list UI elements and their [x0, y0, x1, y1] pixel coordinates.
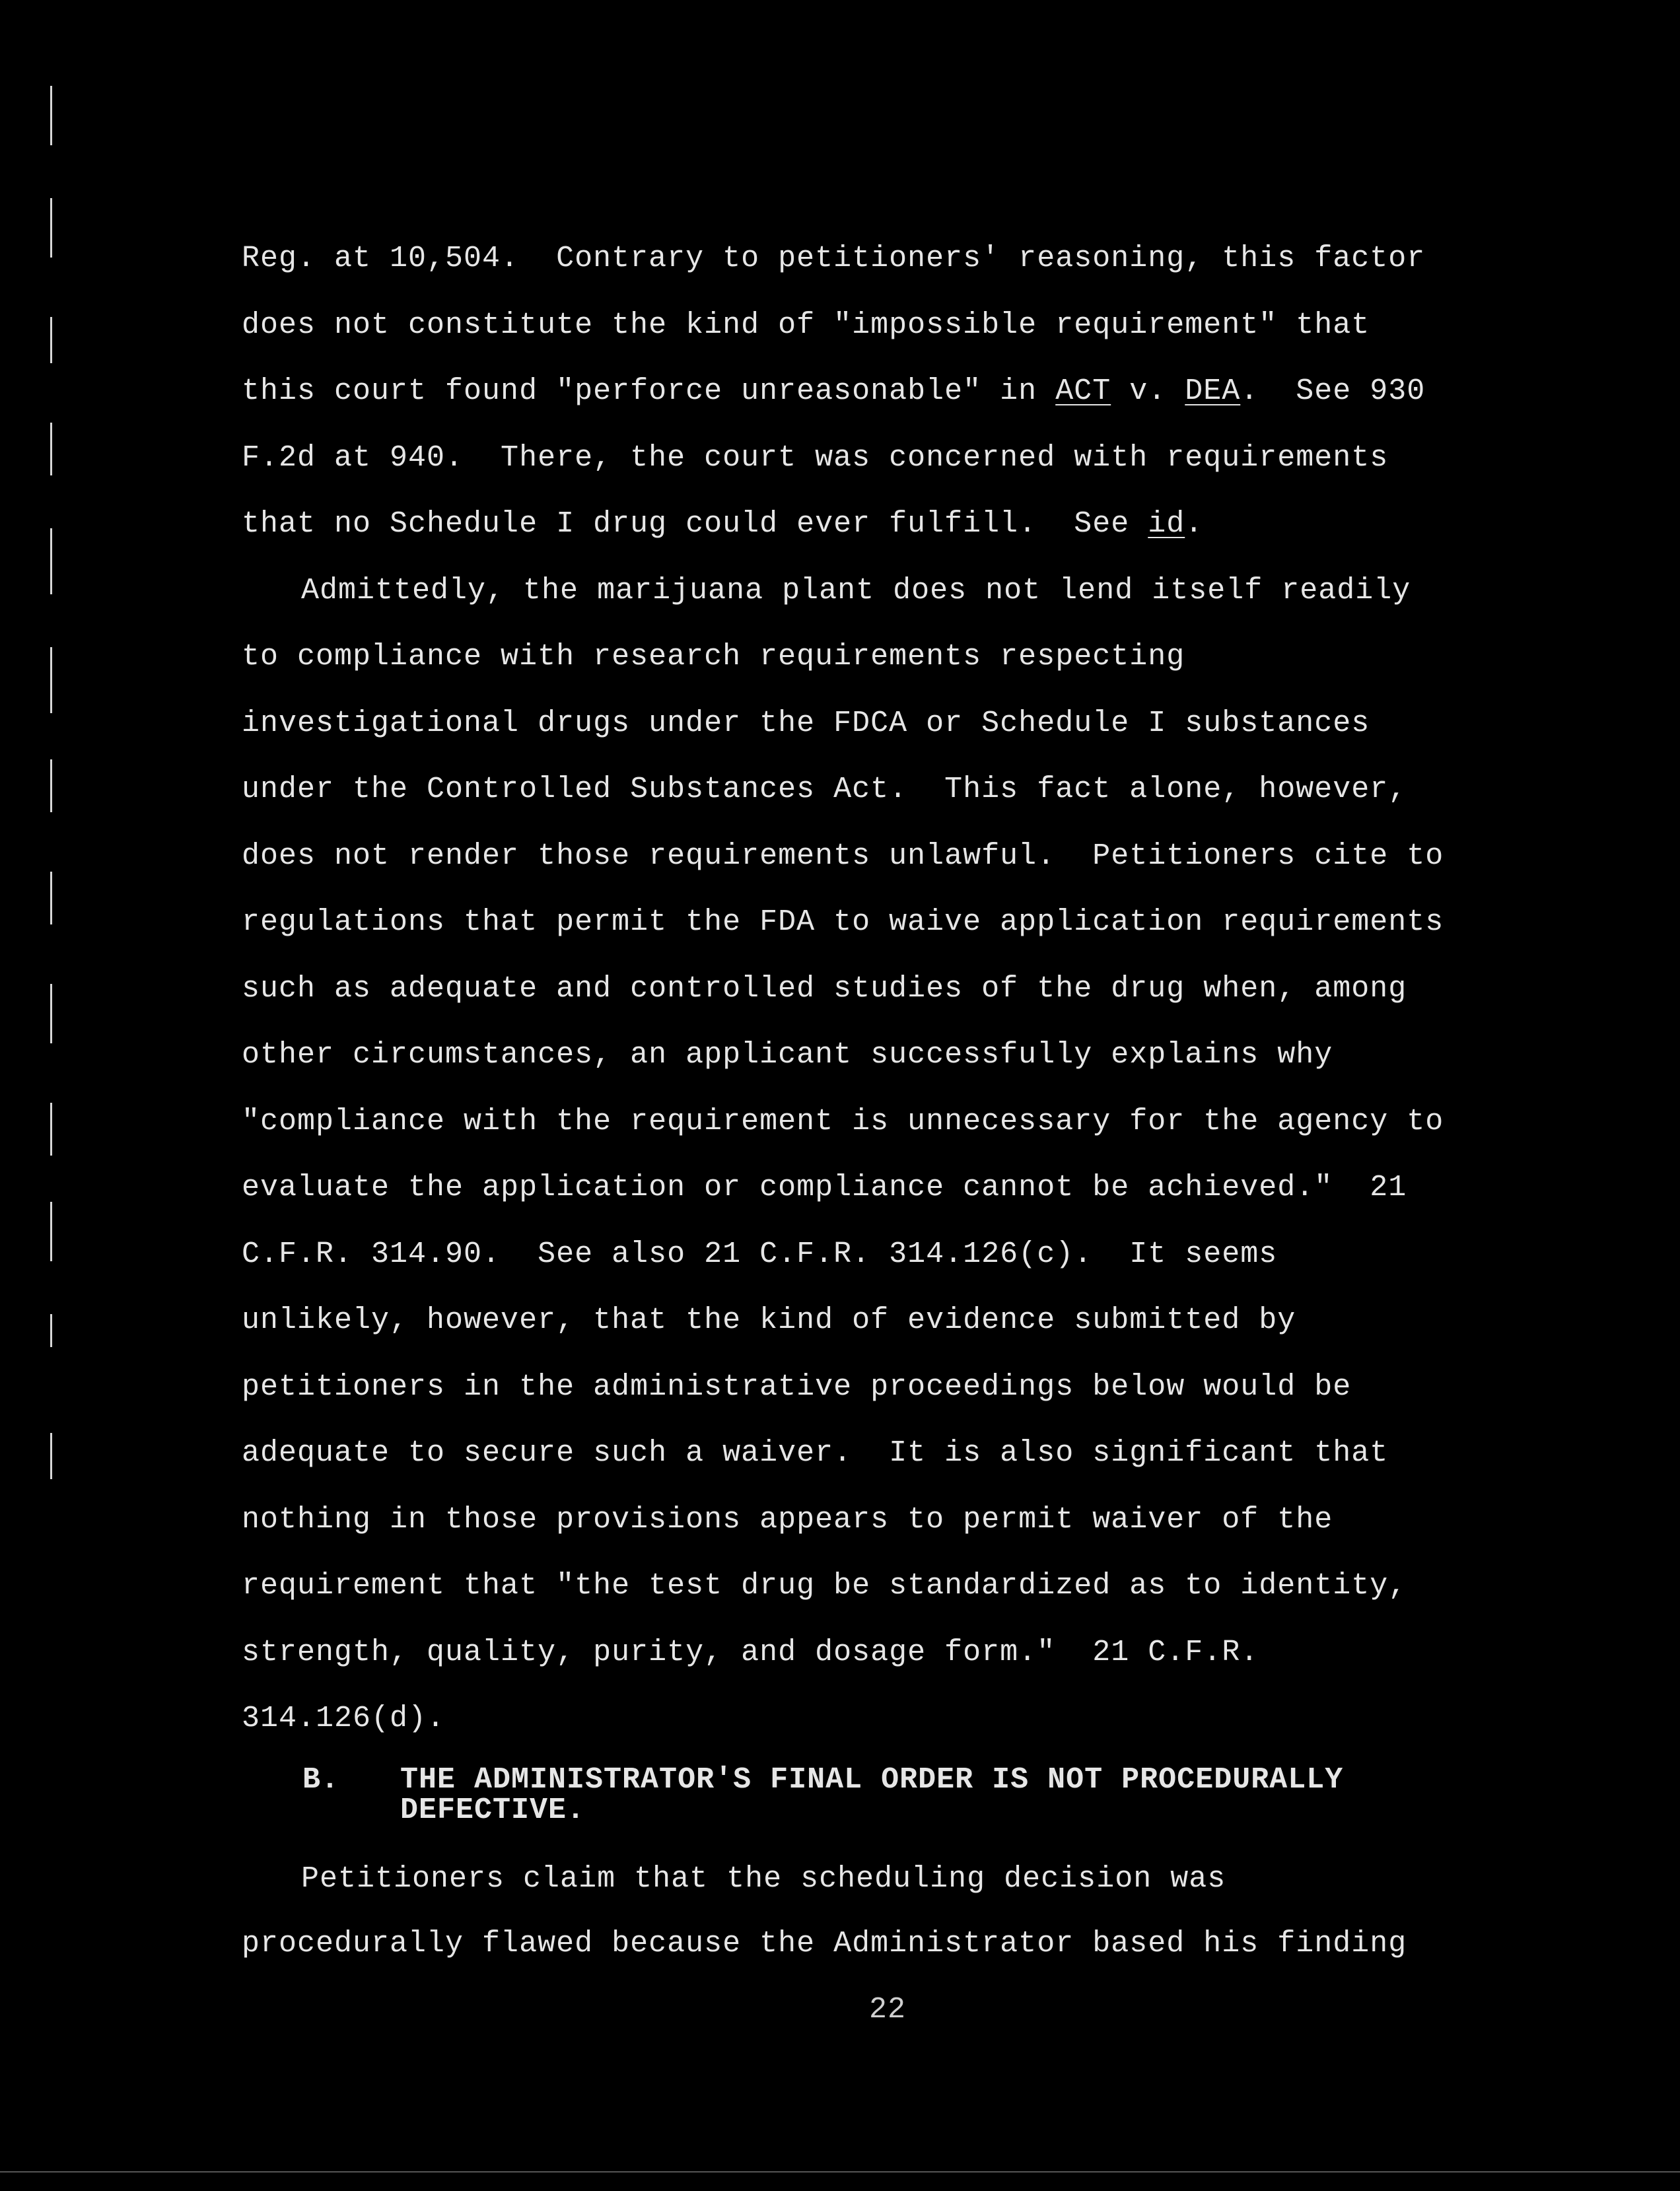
paragraph2-line: regulations that permit the FDA to waive application requirements — [242, 905, 1444, 939]
scan-edge-rule — [0, 2171, 1680, 2173]
paragraph1-line: does not constitute the kind of "impossible requirement" that — [242, 308, 1370, 342]
paragraph2-line: nothing in those provisions appears to permit waiver of the — [242, 1503, 1333, 1537]
paragraph2-line: under the Controlled Substances Act. This fact alone, however, — [242, 773, 1407, 806]
margin-mark — [50, 1103, 52, 1156]
paragraph2-line: requirement that "the test drug be standardized as to identity, — [242, 1569, 1407, 1603]
paragraph2-line: 314.126(d). — [242, 1702, 446, 1735]
paragraph2-line: adequate to secure such a waiver. It is also significant that — [242, 1436, 1389, 1470]
margin-mark — [50, 759, 52, 812]
margin-mark — [50, 528, 52, 594]
section-heading-line-2: DEFECTIVE. — [400, 1793, 586, 1827]
underlined-citation: id — [1148, 507, 1185, 541]
section-heading-line-1: THE ADMINISTRATOR'S FINAL ORDER IS NOT PROCEDURALLY — [400, 1763, 1344, 1797]
page-number: 22 — [869, 1993, 907, 2027]
section-heading-label: B. — [302, 1763, 340, 1797]
margin-mark — [50, 984, 52, 1043]
paragraph2-line: unlikely, however, that the kind of evidence submitted by — [242, 1304, 1296, 1337]
margin-mark — [50, 1433, 52, 1479]
paragraph1-line: F.2d at 940. There, the court was concerned with requirements — [242, 441, 1389, 475]
margin-mark — [50, 423, 52, 475]
paragraph2-line: such as adequate and controlled studies of the drug when, among — [242, 972, 1407, 1006]
underlined-citation: ACT — [1055, 374, 1111, 408]
underlined-citation: DEA — [1185, 374, 1241, 408]
paragraph2-line: other circumstances, an applicant successfully explains why — [242, 1038, 1333, 1072]
paragraph2-line: does not render those requirements unlawful. Petitioners cite to — [242, 839, 1444, 873]
margin-mark — [50, 872, 52, 924]
paragraph1-line: Reg. at 10,504. Contrary to petitioners' reasoning, this factor — [242, 242, 1426, 275]
margin-mark — [50, 86, 52, 145]
paragraph2-line: C.F.R. 314.90. See also 21 C.F.R. 314.126(c). It seems — [242, 1237, 1278, 1271]
margin-mark — [50, 198, 52, 258]
paragraph2-line: evaluate the application or compliance cannot be achieved." 21 — [242, 1171, 1407, 1204]
margin-mark — [50, 647, 52, 713]
paragraph3-line: Petitioners claim that the scheduling decision was — [301, 1862, 1226, 1896]
paragraph2-line: investigational drugs under the FDCA or Schedule I substances — [242, 707, 1370, 740]
paragraph1-line: this court found "perforce unreasonable" in ACT v. DEA. See 930 — [242, 374, 1426, 408]
paragraph2-line: petitioners in the administrative proceedings below would be — [242, 1370, 1352, 1404]
paragraph2-line: Admittedly, the marijuana plant does not lend itself readily — [301, 574, 1411, 608]
paragraph2-line: to compliance with research requirements respecting — [242, 640, 1185, 674]
paragraph2-line: "compliance with the requirement is unnecessary for the agency to — [242, 1105, 1444, 1138]
margin-mark — [50, 1314, 52, 1347]
margin-mark — [50, 1202, 52, 1261]
paragraph1-line: that no Schedule I drug could ever fulfill. See id. — [242, 507, 1204, 541]
margin-mark — [50, 317, 52, 363]
paragraph3-line: procedurally flawed because the Administrator based his finding — [242, 1927, 1407, 1961]
paragraph2-line: strength, quality, purity, and dosage form." 21 C.F.R. — [242, 1636, 1259, 1669]
